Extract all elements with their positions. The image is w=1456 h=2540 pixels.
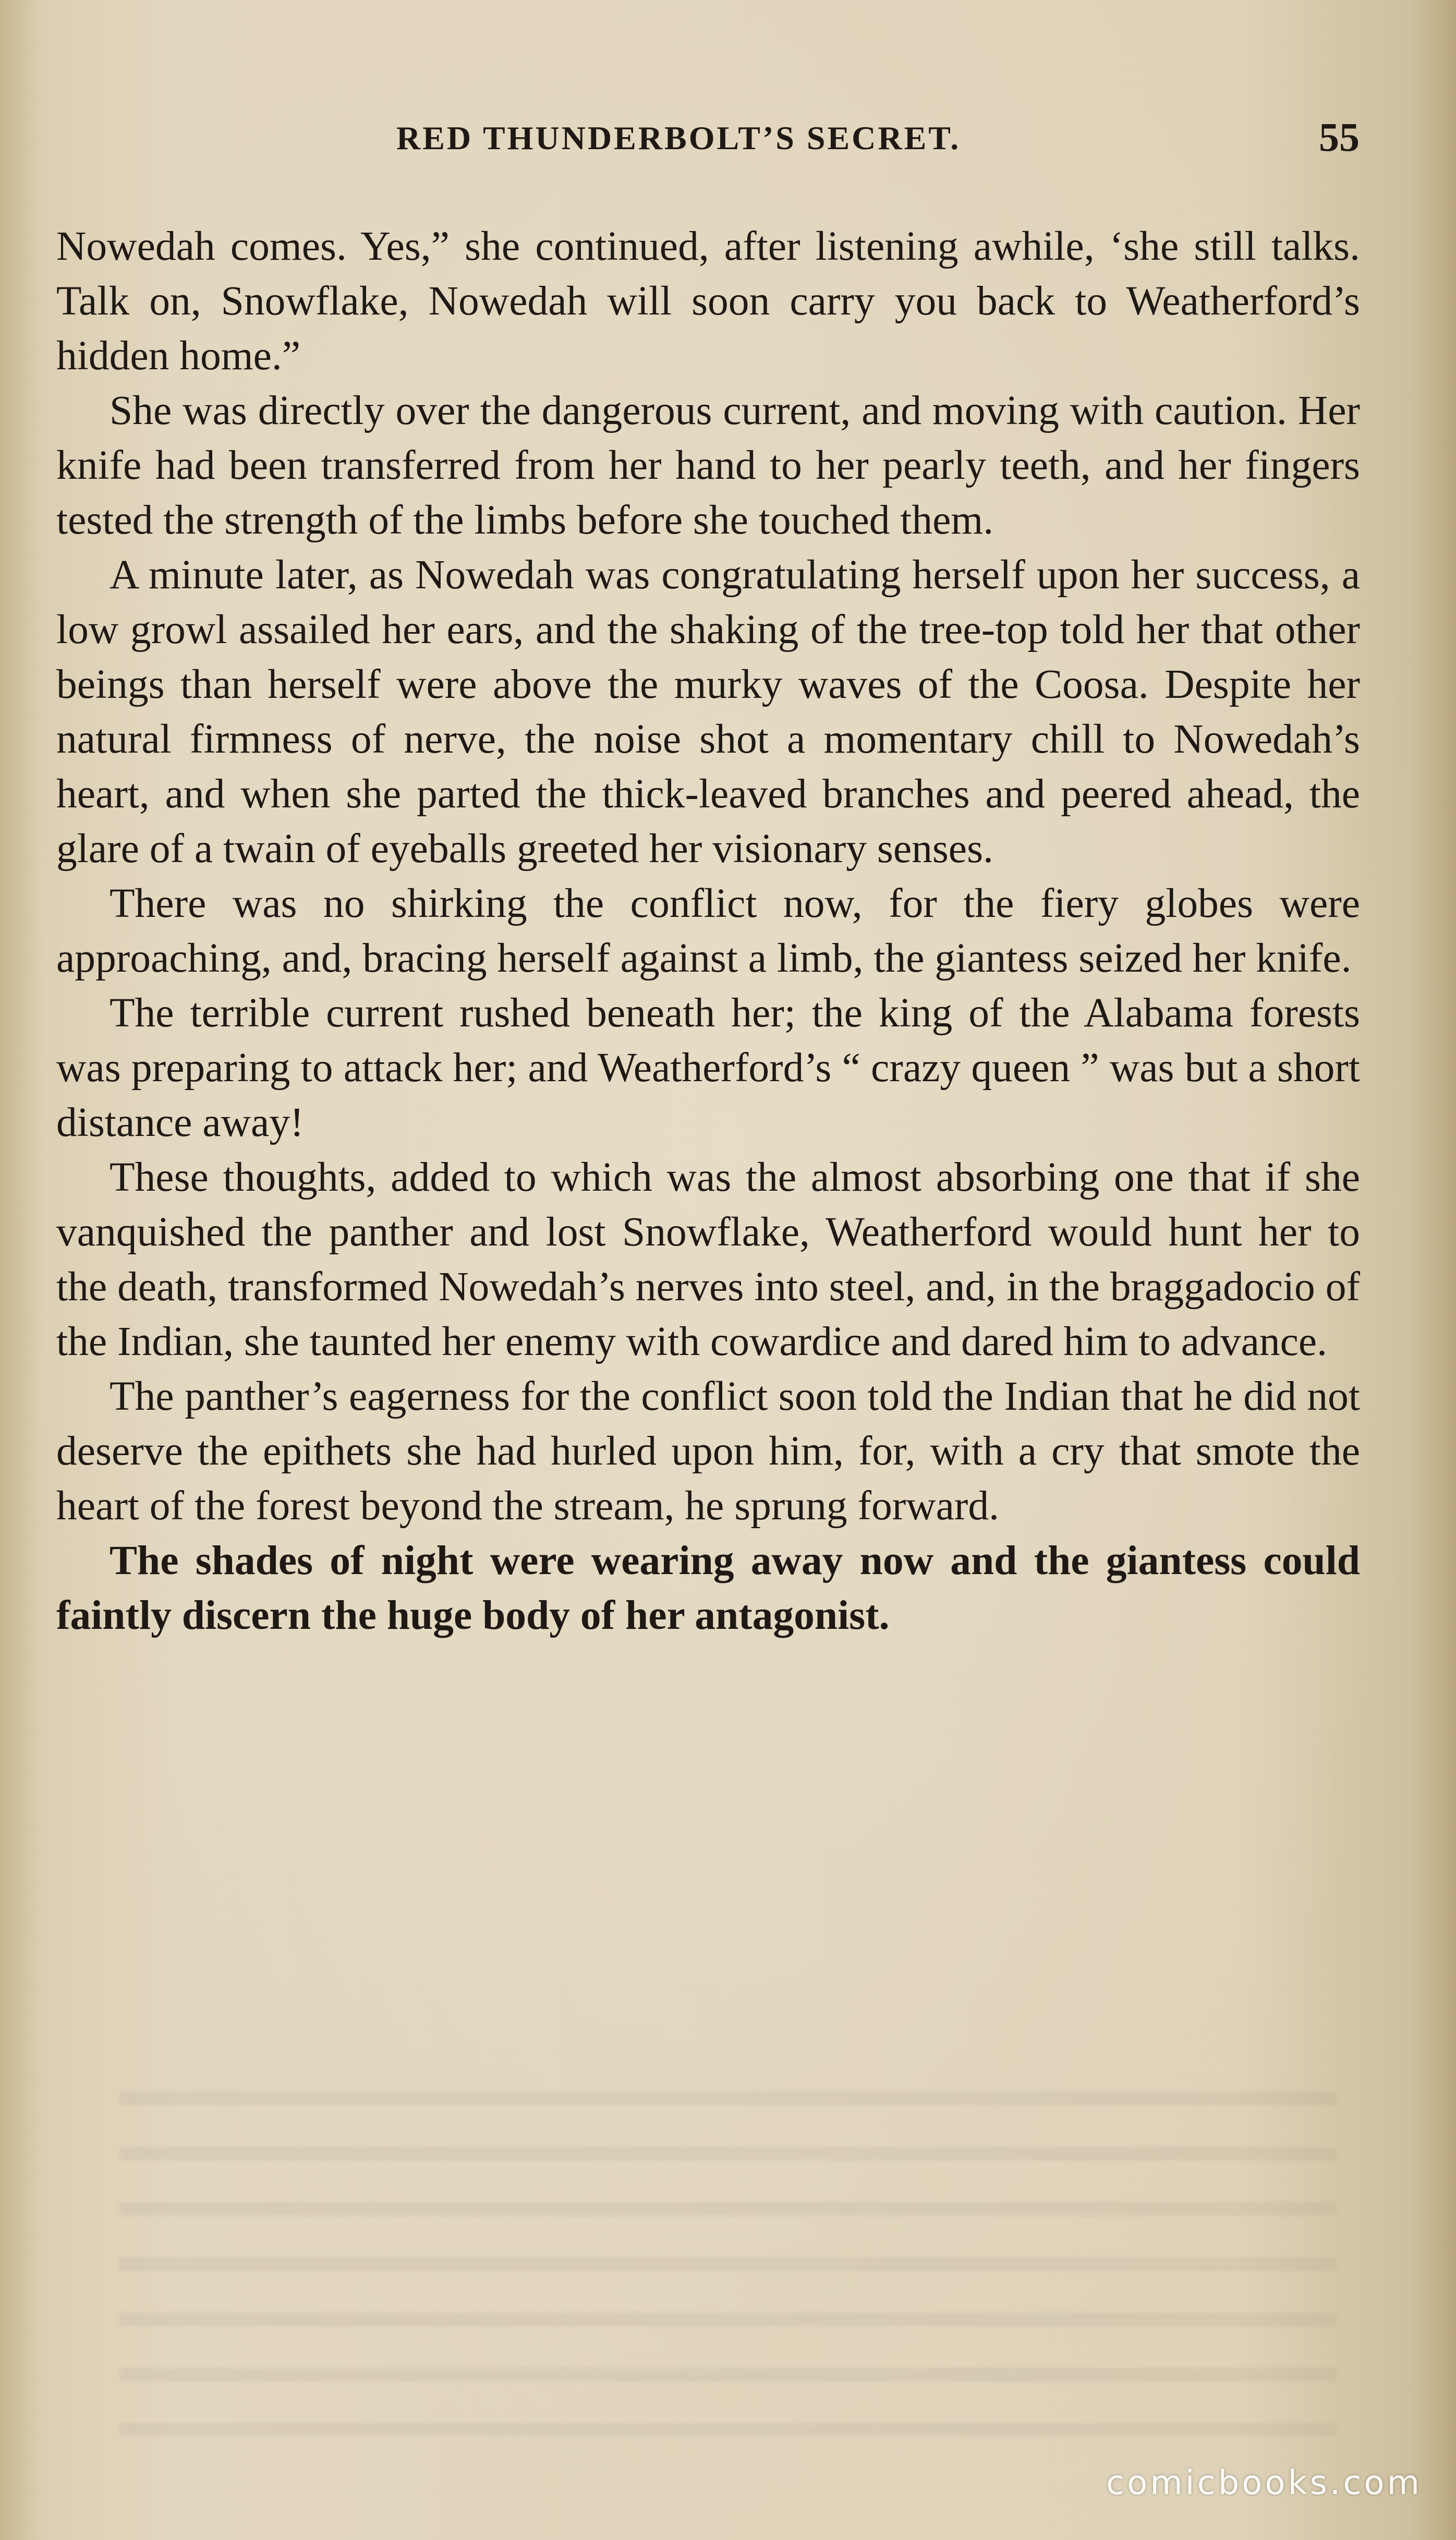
paragraph: The terrible current rushed beneath her; the king of the Alabama forests was preparing to attack her; and Weatherford’s “ crazy queen ” was but a short distance away! (56, 990, 1360, 1145)
paragraph: A minute later, as Nowedah was congratulating herself upon her success, a low growl assailed her ears, and the shaking of the tree-top told her that other beings than herself were above the murky waves of the Coosa. Despite her natural firmness of nerve, the noise shot a momentary chill to Nowedah’s heart, and when she parted the thick-leaved branches and peered ahead, the glare of a twain of eyeballs greeted her visionary senses. (56, 552, 1360, 872)
paragraph: These thoughts, added to which was the almost absorbing one that if she vanquished the panther and lost Snowflake, Weatherford would hunt her to the death, transformed Nowedah’s nerves into steel, and, in the braggadocio of the Indian, she taunted her enemy with cowardice and dared him to advance. (56, 1154, 1360, 1364)
body-text (56, 219, 1360, 1643)
show-through-from-reverse (120, 2060, 1336, 2436)
running-title: RED THUNDERBOLT’S SECRET. (396, 119, 961, 156)
paragraph: The panther’s eagerness for the conflict soon told the Indian that he did not deserve the epithets she had hurled upon him, for, with a cry that smote the heart of the forest beyond the stream, he sprung forward. (56, 1373, 1360, 1529)
page-number: 55 (1319, 114, 1360, 160)
paragraph: The shades of night were wearing away now and the giantess could faintly discern the huge body of her antagonist. (56, 1538, 1360, 1638)
paragraph: There was no shirking the conflict now, for the fiery globes were approaching, and, bracing herself against a limb, the giantess seized her knife. (56, 880, 1360, 981)
paragraph: Nowedah comes. Yes,” she continued, after listening awhile, ‘she still talks. Talk on, Snowflake, Nowedah will soon carry you back to Weatherford’s hidden home.” (56, 223, 1360, 379)
paragraph: She was directly over the dangerous current, and moving with caution. Her knife had been transferred from her hand to her pearly teeth, and her fingers tested the strength of the limbs before she touched them. (56, 388, 1360, 543)
watermark: comicbooks.com (1106, 2464, 1422, 2502)
